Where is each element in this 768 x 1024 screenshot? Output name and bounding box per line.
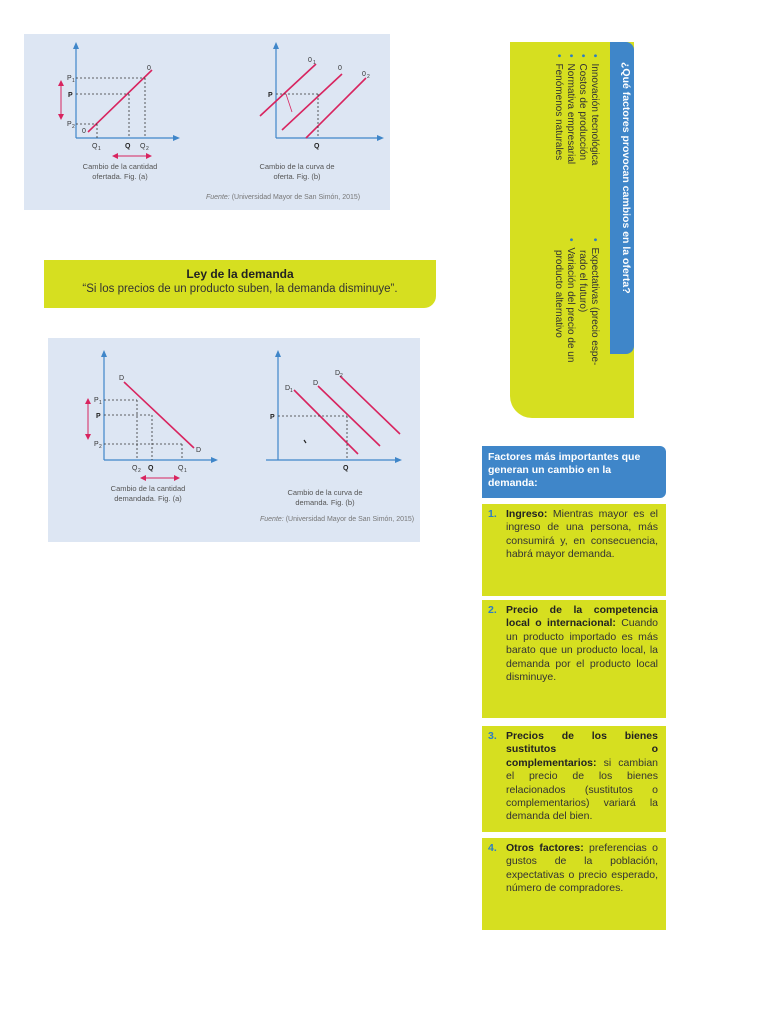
item-heading: Otros factores:	[506, 842, 584, 854]
label-q1-sub: 1	[184, 468, 187, 474]
x-axis-arrow	[211, 457, 218, 463]
supply-factor-item	[552, 54, 564, 165]
label-p: P	[268, 92, 273, 99]
source-text: (Universidad Mayor de San Simón, 2015)	[231, 194, 361, 201]
label-q1: Q	[178, 465, 184, 472]
bullet-icon: •	[589, 54, 600, 58]
arrow-head	[58, 114, 64, 120]
label-p1: P	[67, 75, 72, 82]
demand-factor-item	[482, 600, 666, 718]
label-d: D	[313, 380, 319, 387]
label-p2: P	[67, 121, 72, 128]
item-text: Cuando un producto importado es más barato que un producto local, la demanda por el producto local disminuye.	[506, 617, 658, 684]
supply-factor-item	[588, 54, 600, 165]
demand-fig-b	[266, 350, 402, 472]
shift-mark	[286, 94, 292, 112]
demand-curve	[124, 382, 194, 448]
demand-curve-d2	[340, 376, 400, 434]
label-d-top: D	[119, 375, 125, 382]
label-q2: Q	[132, 465, 138, 472]
label-p: P	[68, 92, 73, 99]
supply-fig-b-caption: Cambio de la curva de oferta. Fig. (b)	[259, 162, 335, 181]
demand-fig-a	[85, 350, 218, 481]
label-p1-sub: 1	[99, 400, 102, 406]
supply-fig-b	[260, 42, 384, 150]
x-axis-arrow	[173, 135, 180, 141]
demand-curve-d1	[294, 390, 358, 454]
label-d1-sub: 1	[290, 388, 293, 394]
arrow-head	[85, 434, 91, 440]
bullet-icon: •	[565, 238, 576, 242]
bullet-icon: •	[577, 54, 588, 58]
arrow-head	[85, 398, 91, 404]
label-p: P	[270, 414, 275, 421]
arrow-head	[58, 80, 64, 86]
label-o-top: 0	[147, 65, 151, 72]
supply-curve	[88, 70, 152, 132]
supply-fig-a-caption: Cambio de la cantidad ofertada. Fig. (a)	[82, 162, 158, 181]
supply-factor-item	[564, 238, 576, 365]
y-axis-arrow	[275, 350, 281, 357]
demand-factor-item	[482, 726, 666, 832]
label-p2: P	[94, 441, 99, 448]
y-axis-arrow	[73, 42, 79, 49]
label-o2-sub: 2	[367, 74, 370, 80]
demand-fig-a-caption: Cambio de la cantidad demandada. Fig. (a)	[110, 484, 186, 503]
label-o1-sub: 1	[313, 60, 316, 66]
label-p1: P	[94, 397, 99, 404]
supply-factor-item	[588, 238, 600, 365]
arrow-head	[112, 153, 118, 159]
supply-factor-text: Fenómenos naturales	[553, 63, 564, 161]
demand-graphs	[48, 338, 420, 542]
supply-factors-box	[510, 42, 634, 418]
source-label: Fuente:	[206, 194, 230, 201]
item-text: preferencias o gustos de la población, expectativas o precio esperado, número de compradores.	[506, 842, 658, 895]
source-label: Fuente:	[260, 516, 284, 523]
bullet-icon: •	[553, 54, 564, 58]
arrow-head	[140, 475, 146, 481]
supply-source	[206, 194, 360, 201]
y-axis-arrow	[101, 350, 107, 357]
bullet-icon: •	[565, 54, 576, 58]
supply-factor-text: Expectativas (precio espe-	[589, 247, 600, 366]
item-number: 2.	[488, 604, 497, 616]
label-q1: Q	[92, 143, 98, 150]
supply-factors-col1	[552, 54, 600, 165]
label-o2: 0	[362, 71, 366, 78]
law-of-demand-box	[44, 260, 436, 308]
label-p: P	[96, 413, 101, 420]
supply-figure-panel	[24, 34, 390, 210]
demand-factors-box	[482, 446, 666, 930]
law-title: Ley de la demanda	[186, 267, 294, 281]
demand-figure-panel	[48, 338, 420, 542]
demand-fig-b-caption: Cambio de la curva de demanda. Fig. (b)	[287, 488, 363, 507]
item-heading: Precio de la competencia local o internacional:	[506, 604, 658, 630]
supply-curve-o2	[306, 78, 366, 138]
demand-source	[260, 516, 414, 523]
label-q: Q	[125, 143, 131, 150]
source-text: (Universidad Mayor de San Simón, 2015)	[285, 516, 415, 523]
label-p2-sub: 2	[99, 444, 102, 450]
label-q: Q	[314, 143, 320, 150]
supply-fig-a	[58, 42, 180, 159]
law-quote: “Si los precios de un producto suben, la demanda disminuye”.	[82, 283, 398, 295]
demand-factor-item	[482, 504, 666, 596]
supply-factor-item	[576, 54, 588, 165]
arrow-head	[146, 153, 152, 159]
item-heading: Precios de los bienes sustitutos o complementarios:	[506, 730, 658, 769]
label-q: Q	[148, 465, 154, 472]
bullet-icon: •	[589, 238, 600, 242]
label-d-bottom: D	[196, 447, 202, 454]
x-axis-arrow	[395, 457, 402, 463]
label-o-bottom: 0	[82, 128, 86, 135]
label-o: 0	[338, 65, 342, 72]
y-axis-arrow	[273, 42, 279, 49]
supply-graphs	[24, 34, 390, 210]
supply-factor-text: Costos de producción	[577, 63, 588, 161]
supply-factors-col2	[552, 238, 600, 365]
demand-factor-item	[482, 838, 666, 930]
supply-factors-title: ¿Qué factores provocan cambios en la oferta?	[620, 62, 632, 294]
label-q2: Q	[140, 143, 146, 150]
item-number: 3.	[488, 730, 497, 742]
label-p1-sub: 1	[72, 78, 75, 84]
supply-factor-text: Normativa empresarial	[565, 63, 576, 165]
demand-factors-title: Factores más importantes que generan un cambio en la demanda:	[482, 446, 666, 498]
item-number: 1.	[488, 508, 497, 520]
stray-mark	[304, 440, 306, 443]
label-d2: D	[335, 370, 341, 377]
label-p2-sub: 2	[72, 124, 75, 130]
label-o1: 0	[308, 57, 312, 64]
supply-factor-text-cont: rado el futuro)	[577, 250, 588, 313]
supply-factor-item	[564, 54, 576, 165]
supply-factor-text-cont: producto alternativo	[553, 250, 564, 338]
x-axis-arrow	[377, 135, 384, 141]
item-heading: Ingreso:	[506, 508, 548, 520]
label-d2-sub: 2	[340, 373, 343, 379]
item-number: 4.	[488, 842, 497, 854]
supply-curve-o1	[260, 64, 316, 116]
supply-factor-text: Variación del precio de un	[565, 247, 576, 363]
label-d1: D	[285, 385, 291, 392]
item-text: si cambian el precio de los bienes relacionados (sustitutos o complementarios) variará la demanda del bien.	[506, 756, 658, 823]
item-text: Mientras mayor es el ingreso de una persona, más consumirá y, en consecuencia, habrá mayor demanda.	[506, 508, 658, 561]
arrow-head	[174, 475, 180, 481]
label-q: Q	[343, 465, 349, 472]
label-q2-sub: 2	[138, 468, 141, 474]
supply-factor-text: Innovación tecnológica	[589, 63, 600, 166]
label-q2-sub: 2	[146, 146, 149, 152]
supply-factors-rotated-content	[510, 42, 634, 418]
label-q1-sub: 1	[98, 146, 101, 152]
supply-curve-o	[282, 74, 342, 130]
